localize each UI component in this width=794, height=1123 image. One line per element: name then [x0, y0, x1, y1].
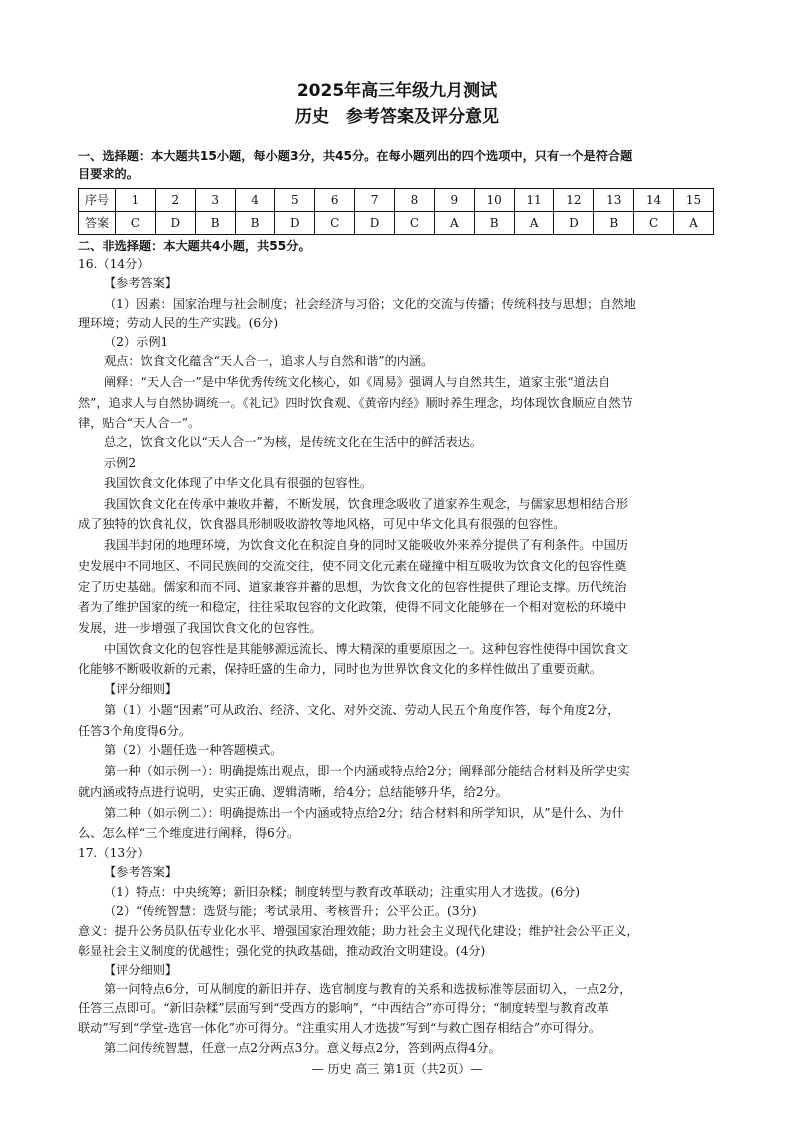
question-number: 12 [554, 188, 594, 211]
answer-cell: C [395, 211, 435, 234]
answer-cell: B [235, 211, 275, 234]
q17-rubric1-line1: 第一问特点6分，可从制度的新旧并存、选官制度与教育的关系和选拔标准等层面切入，一点2分， [104, 981, 632, 996]
q16-example2-c-line2: 化能够不断吸收新的元素，保持旺盛的生命力，同时也为世界饮食文化的多样性做出了重要贡献。 [78, 662, 603, 677]
question-number: 10 [474, 188, 514, 211]
answer-cell: A [514, 211, 554, 234]
question-number: 1 [116, 188, 156, 211]
q16-example2-b-line4: 者为了维护国家的统一和稳定，往往采取包容的文化政策，使得不同文化能够在一个相对宽松的环境中 [78, 600, 627, 615]
exam-title: 2025年高三年级九月测试 [296, 81, 498, 101]
q16-rubric-label: 【评分细则】 [104, 682, 178, 697]
q17-ref-label: 【参考答案】 [104, 864, 178, 879]
answer-table [78, 188, 714, 235]
q16-example2-a-line1: 我国饮食文化在传承中兼收并蓄，不断发展，饮食理念吸收了道家养生观念，与儒家思想相结合形 [104, 496, 629, 511]
answer-cell: B [195, 211, 235, 234]
q16-example2-view: 我国饮食文化体现了中华文化具有很强的包容性。 [104, 475, 373, 490]
q16-part1-line2: 理环境；劳动人民的生产实践。(6分) [78, 315, 279, 330]
answer-cell: C [634, 211, 674, 234]
q16-example2-b-line3: 定了历史基础。儒家和而不同、道家兼容并蓄的思想，为饮食文化的包容性提供了理论支撑。历代统治 [78, 579, 627, 594]
answer-cell: A [674, 211, 714, 234]
q17-heading: 17.（13分） [78, 846, 150, 860]
answer-cell: A [434, 211, 474, 234]
q16-example1-summary: 总之，饮食文化以“天人合一”为核，是传统文化在生活中的鲜活表达。 [104, 435, 483, 450]
answer-table-number-row [79, 188, 714, 211]
q16-rubric2-mode1-line2: 就内涵或特点进行说明，史实正确、逻辑清晰，给4分；总结能够升华，给2分。 [78, 784, 508, 799]
section2-intro: 二、非选择题：本大题共4小题，共55分。 [78, 239, 311, 254]
q16-example1-line3: 律，贴合“天人合一”。 [78, 415, 201, 430]
question-number: 6 [315, 188, 355, 211]
question-number: 4 [235, 188, 275, 211]
answer-cell: C [116, 211, 156, 234]
q16-example1-line1: 阐释：“天人合一”是中华优秀传统文化核心，如《周易》强调人与自然共生，道家主张“道法自 [104, 375, 611, 390]
q16-rubric2-mode2-line2: 么、怎么样“三个维度进行阐释，得6分。 [78, 826, 300, 841]
answer-cell: D [155, 211, 195, 234]
q16-rubric2-mode2-line1: 第二种（如示例二）：明确提炼出一个内涵或特点给2分；结合材料和所学知识，从”是什么、为什 [104, 805, 624, 820]
answer-cell: D [554, 211, 594, 234]
question-number: 5 [275, 188, 315, 211]
q17-significance-line2: 彰显社会主义制度的优越性；强化党的执政基础，推动政治文明建设。(4分) [78, 944, 486, 958]
answer-table-answer-row [79, 211, 714, 234]
q16-ref-label: 【参考答案】 [104, 276, 178, 291]
question-number: 15 [674, 188, 714, 211]
q16-example1-line2: 然”，追求人与自然协调统一。《礼记》四时饮食观、《黄帝内经》顺时养生理念，均体现饮食顺应自然节 [78, 395, 633, 410]
q16-rubric1-line1: 第（1）小题“因素”可从政治、经济、文化、对外交流、劳动人民五个角度作答，每个角度2分， [104, 702, 620, 717]
question-number: 13 [594, 188, 634, 211]
q17-rubric1-line3: 联动”写到“学堂-选官一体化”亦可得分。“注重实用人才选拔”写到“与救亡图存相结合”亦可得分。 [78, 1021, 602, 1036]
q16-example2-heading: 示例2 [104, 456, 137, 471]
q16-example2-b-line5: 发展，进一步增强了我国饮食文化的包容性。 [78, 620, 322, 635]
q16-example2-a-line2: 成了独特的饮食礼仪，饮食器具形制吸收游牧等地风格，可见中华文化具有很强的包容性。 [78, 517, 566, 532]
question-number: 11 [514, 188, 554, 211]
q16-example2-b-line2: 史发展中不同地区、不同民族间的交流交往，使不同文化元素在碰撞中相互吸收为饮食文化的包容性奠 [78, 558, 627, 573]
answer-cell: C [315, 211, 355, 234]
q16-example1-view: 观点：饮食文化蕴含“天人合一，追求人与自然和谐”的内涵。 [104, 354, 434, 369]
page-footer: — 历史 高三 第1页（共2页）— [311, 1062, 483, 1076]
q16-part1-line1: （1）因素：国家治理与社会制度；社会经济与习俗；文化的交流与传播；传统科技与思想；自然地 [104, 296, 636, 311]
question-number: 14 [634, 188, 674, 211]
q17-significance-line1: 意义：提升公务员队伍专业化水平、增强国家治理效能；助力社会主义现代化建设；维护社会公平正义， [78, 924, 639, 939]
question-number: 9 [434, 188, 474, 211]
document-subtitle: 历史 参考答案及评分意见 [295, 107, 499, 127]
q16-example2-c-line1: 中国饮食文化的包容性是其能够源远流长、博大精深的重要原因之一。这种包容性使得中国饮食文 [104, 641, 629, 656]
question-number: 3 [195, 188, 235, 211]
answer-cell: B [474, 211, 514, 234]
q16-rubric1-line2: 任答3个角度得6分。 [78, 723, 192, 738]
q16-rubric2-mode1-line1: 第一种（如示例一）：明确提炼出观点，即一个内涵或特点给2分；阐释部分能结合材料及所学史实 [104, 764, 630, 779]
question-number: 7 [355, 188, 395, 211]
q16-example2-b-line1: 我国半封闭的地理环境，为饮食文化在积淀自身的同时又能吸收外来养分提供了有利条件。中国历 [104, 538, 629, 552]
answer-cell: B [594, 211, 634, 234]
answer-cell: D [275, 211, 315, 234]
question-number: 2 [155, 188, 195, 211]
answer-cell: D [355, 211, 395, 234]
question-number: 8 [395, 188, 435, 211]
q17-rubric-label: 【评分细则】 [104, 962, 178, 977]
q17-rubric2: 第二问传统智慧，任意一点2分两点3分。意义每点2分，答到两点得4分。 [104, 1041, 501, 1055]
q16-heading: 16.（14分） [78, 257, 150, 272]
q17-part1: （1）特点：中央统筹；新旧杂糅；制度转型与教育改革联动；注重实用人才选拔。(6分) [104, 884, 580, 899]
q17-rubric1-line2: 任答三点即可。“新旧杂糅”层面写到“受西方的影响”，“中西结合”亦可得分；“制度转型与教育改革 [78, 1001, 610, 1016]
section1-intro-line1: 一、选择题：本大题共15小题，每小题3分，共45分。在每小题列出的四个选项中，只有一个是符合题 [78, 149, 633, 163]
row-label-answer: 答案 [79, 211, 116, 234]
q16-part2-heading: （2）示例1 [104, 334, 169, 349]
q16-rubric2-heading: 第（2）小题任选一种答题模式。 [104, 743, 283, 758]
section1-intro-line2: 目要求的。 [78, 166, 139, 181]
q17-part2: （2）“传统智慧：选贤与能；考试录用、考核晋升；公平公正。(3分) [104, 904, 477, 919]
row-label-number: 序号 [79, 188, 116, 211]
